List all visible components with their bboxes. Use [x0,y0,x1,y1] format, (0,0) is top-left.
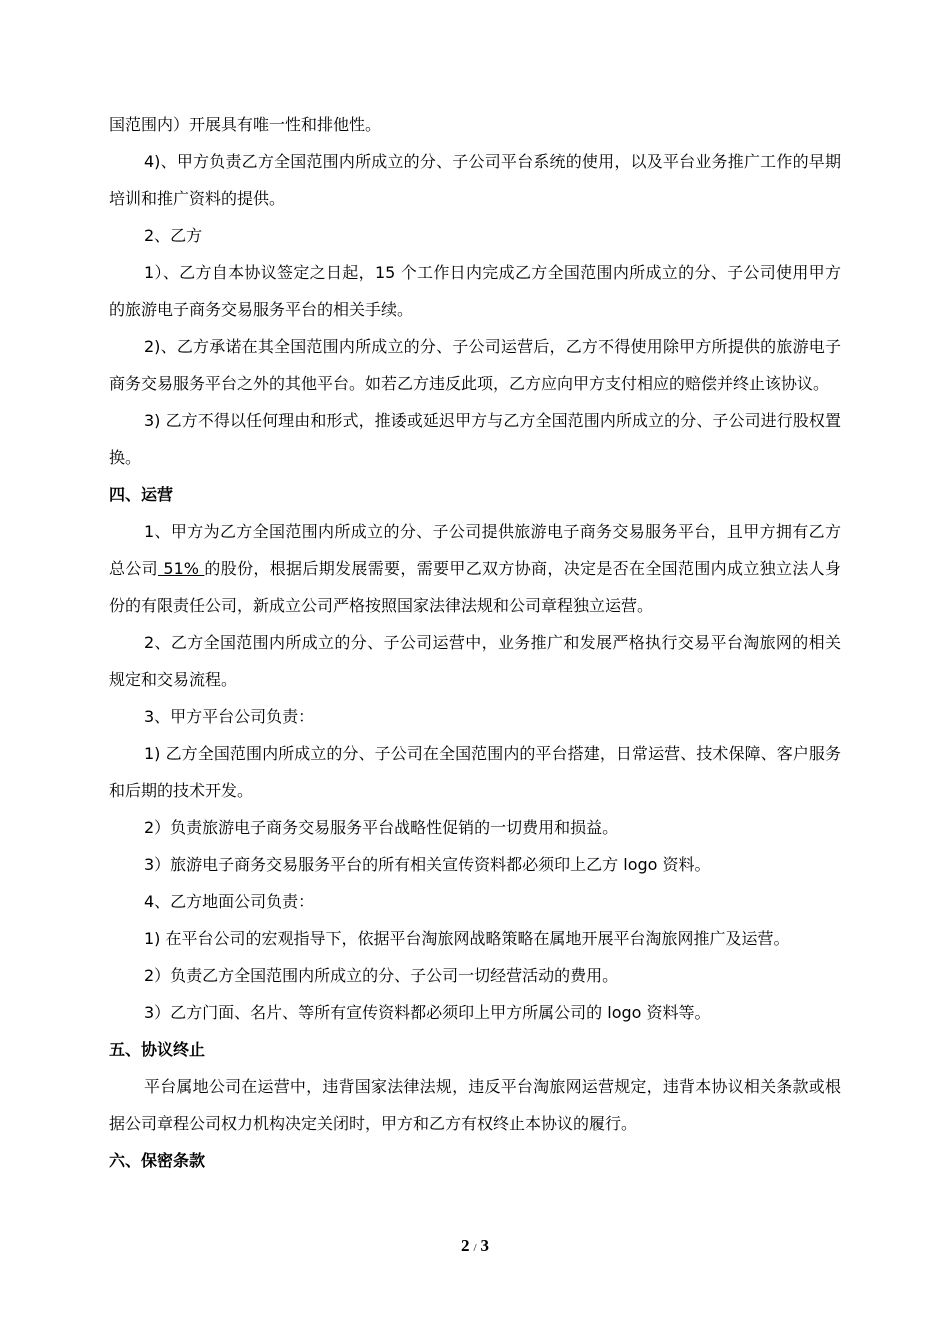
current-page: 2 [460,1236,470,1255]
paragraph: 2）负责旅游电子商务交易服务平台战略性促销的一切费用和损益。 [144,818,619,837]
page-separator: / [473,1242,477,1254]
paragraph: 1) 乙方全国范围内所成立的分、子公司在全国范围内的平台搭建，日常运营、技术保障、客户服务和后期的技术开发。 [109,744,841,800]
paragraph: 3) 乙方不得以任何理由和形式，推诿或延迟甲方与乙方全国范围内所成立的分、子公司进行股权置换。 [109,411,841,467]
paragraph: 2、乙方 [144,226,203,245]
page-number [0,1236,950,1256]
share-percentage: 51% [158,559,205,578]
paragraph: 1）、乙方自本协议签定之日起，15 个工作日内完成乙方全国范围内所成立的分、子公司使用甲方的旅游电子商务交易服务平台的相关手续。 [109,263,841,319]
paragraph: 平台属地公司在运营中，违背国家法律法规，违反平台淘旅网运营规定，违背本协议相关条款或根据公司章程公司权力机构决定关闭时，甲方和乙方有权终止本协议的履行。 [109,1077,841,1133]
section-heading: 六、保密条款 [109,1151,206,1170]
paragraph: 4、乙方地面公司负责： [144,892,315,911]
paragraph-text: 1、甲方为乙方全国范围内所成立的分、子公司提供旅游电子商务交易服务平台，且甲方拥有乙方总公司 [109,522,841,578]
paragraph: 国范围内）开展具有唯一性和排他性。 [109,115,382,134]
paragraph: 1) 在平台公司的宏观指导下，依据平台淘旅网战略策略在属地开展平台淘旅网推广及运营。 [144,929,790,948]
total-pages: 3 [480,1236,490,1255]
paragraph: 3、甲方平台公司负责： [144,707,315,726]
paragraph: 2)、乙方承诺在其全国范围内所成立的分、子公司运营后，乙方不得使用除甲方所提供的旅游电子商务交易服务平台之外的其他平台。如若乙方违反此项，乙方应向甲方支付相应的赔偿并终止该协议。 [109,337,841,393]
section-heading: 五、协议终止 [109,1040,206,1059]
paragraph: 2）负责乙方全国范围内所成立的分、子公司一切经营活动的费用。 [144,966,619,985]
document-body [109,106,841,1179]
paragraph-text: 的股份，根据后期发展需要，需要甲乙双方协商，决定是否在全国范围内成立独立法人身份的有限责任公司，新成立公司严格按照国家法律法规和公司章程独立运营。 [109,559,841,615]
paragraph: 3）乙方门面、名片、等所有宣传资料都必须印上甲方所属公司的 logo 资料等。 [144,1003,711,1022]
paragraph: 2、乙方全国范围内所成立的分、子公司运营中，业务推广和发展严格执行交易平台淘旅网的相关规定和交易流程。 [109,633,841,689]
paragraph [109,513,841,624]
section-heading: 四、运营 [109,485,174,504]
paragraph: 3）旅游电子商务交易服务平台的所有相关宣传资料都必须印上乙方 logo 资料。 [144,855,711,874]
paragraph: 4)、甲方负责乙方全国范围内所成立的分、子公司平台系统的使用，以及平台业务推广工作的早期培训和推广资料的提供。 [109,152,841,208]
